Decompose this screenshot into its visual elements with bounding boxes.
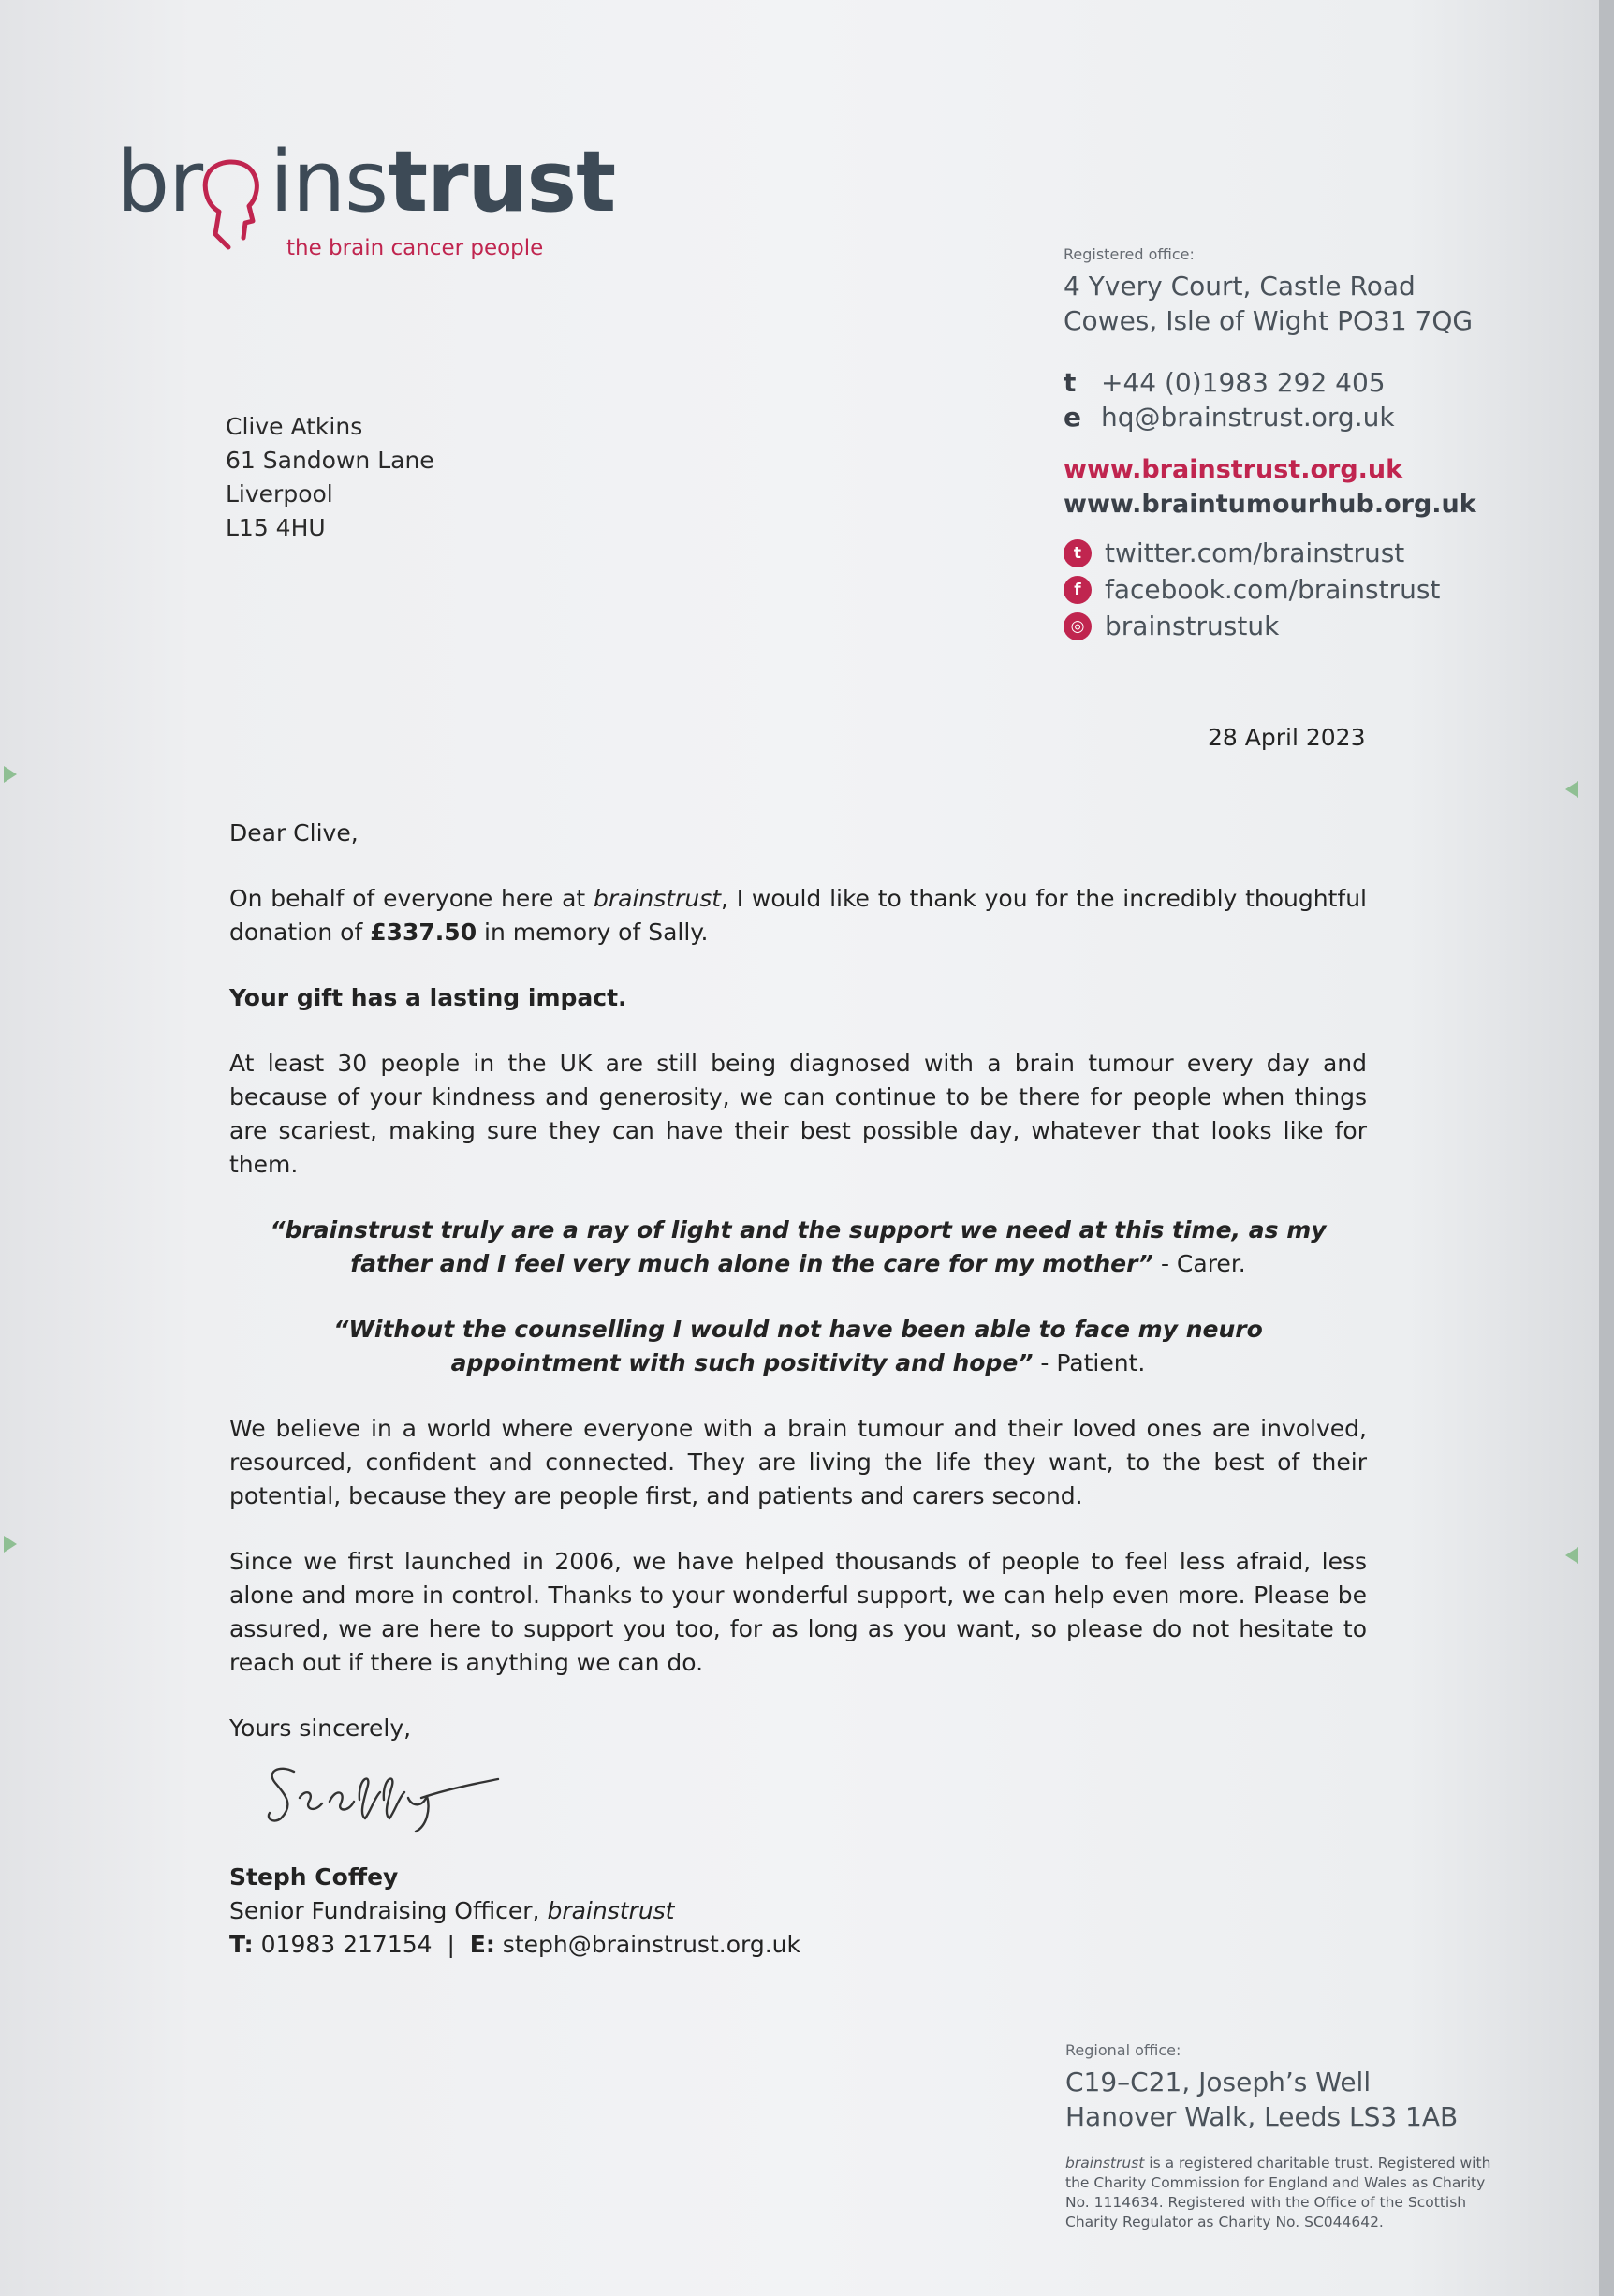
registered-office-label: Registered office: [1064,245,1195,263]
signatory-email[interactable]: steph@brainstrust.org.uk [494,1931,800,1958]
registered-office [1064,245,1473,336]
charity-registration-note: brainstrust is a registered charitable trust. Registered with the Charity Commission for England and Wales as Charity No. 1114634. Registered with the Office of the Scottish Charity Regulator as Charity No. SC044642. [1065,2155,1491,2230]
paragraph-impact: At least 30 people in the UK are still being diagnosed with a brain tumour every day and because of your kindness and generosity, we can continue to be there for people when things are scariest, making sure they can have their best possible day, whatever that looks like for them. [229,1050,1367,1178]
phone-number[interactable]: +44 (0)1983 292 405 [1101,367,1386,398]
quote-carer: “brainstrust truly are a ray of light and the support we need at this time, as my father and I feel very much alone in the care for my mother” - Carer. [270,1216,1327,1277]
regional-office-label: Regional office: [1065,2041,1181,2059]
closing: Yours sincerely, [229,1715,412,1742]
recipient-address [226,410,434,545]
brand-logo [116,133,616,272]
paragraph-thanks: On behalf of everyone here at brainstrust, I would like to thank you for the incredibly thoughtful donation of £337.50 in memory of Sally. [229,885,1367,946]
recipient-postcode: L15 4HU [226,514,326,541]
signatory-title: Senior Fundraising Officer, brainstrust [229,1897,675,1924]
instagram-link[interactable]: ◎ brainstrustuk [1064,611,1476,641]
instagram-icon: ◎ [1064,612,1092,640]
recipient-name: Clive Atkins [226,413,363,440]
fold-marker-left-top [4,766,17,783]
regional-office-line2: Hanover Walk, Leeds LS3 1AB [1065,2101,1459,2132]
website-link-brainstrust[interactable]: www.brainstrust.org.uk [1064,455,1403,484]
recipient-street: 61 Sandown Lane [226,447,434,474]
letter-body [229,817,1367,1745]
logo-wordmark: br instrust [116,133,616,231]
letter-date: 28 April 2023 [1208,724,1366,751]
paragraph-support: Since we first launched in 2006, we have helped thousands of people to feel less afraid, less alone and more in control. Thanks to your wonderful support, we can help even more. Please be assured, we are here to support you too, for as long as you want, so please do not hesitate to reach out if there is anything we can do. [229,1548,1367,1676]
website-link-braintumourhub[interactable]: www.braintumourhub.org.uk [1064,490,1476,519]
recipient-city: Liverpool [226,480,333,508]
facebook-link[interactable]: f facebook.com/brainstrust [1064,574,1476,605]
contact-block [1064,367,1476,641]
handwritten-signature [262,1760,506,1835]
signatory-phone[interactable]: 01983 217154 [253,1931,433,1958]
logo-tagline: the brain cancer people [286,236,544,260]
salutation: Dear Clive, [229,819,359,846]
email-address[interactable]: hq@brainstrust.org.uk [1101,402,1395,433]
signatory-block [229,1861,800,1962]
quote-patient: “Without the counselling I would not have been able to face my neuro appointment with such positivity and hope” - Patient. [333,1316,1263,1376]
fold-marker-left-bottom [4,1536,17,1553]
fold-marker-right-top [1565,781,1578,798]
head-profile-icon [195,154,270,257]
twitter-link[interactable]: t twitter.com/brainstrust [1064,537,1476,568]
email-line: e hq@brainstrust.org.uk [1064,402,1395,433]
signatory-name: Steph Coffey [229,1863,399,1891]
registered-office-line1: 4 Yvery Court, Castle Road [1064,271,1416,302]
impact-heading: Your gift has a lasting impact. [229,984,627,1011]
signatory-contact: T: 01983 217154 | E: steph@brainstrust.org.uk [229,1931,800,1958]
paragraph-belief: We believe in a world where everyone with a brain tumour and their loved ones are involved, resourced, confident and connected. They are living the life they want, to the best of their potential, because they are people first, and patients and carers second. [229,1415,1367,1509]
phone-line: t +44 (0)1983 292 405 [1064,367,1386,398]
facebook-icon: f [1064,576,1092,604]
regional-office-line1: C19–C21, Joseph’s Well [1065,2067,1372,2097]
regional-office [1065,2041,1458,2132]
twitter-icon: t [1064,539,1092,567]
registered-office-line2: Cowes, Isle of Wight PO31 7QG [1064,305,1474,336]
fold-marker-right-bottom [1565,1547,1578,1564]
